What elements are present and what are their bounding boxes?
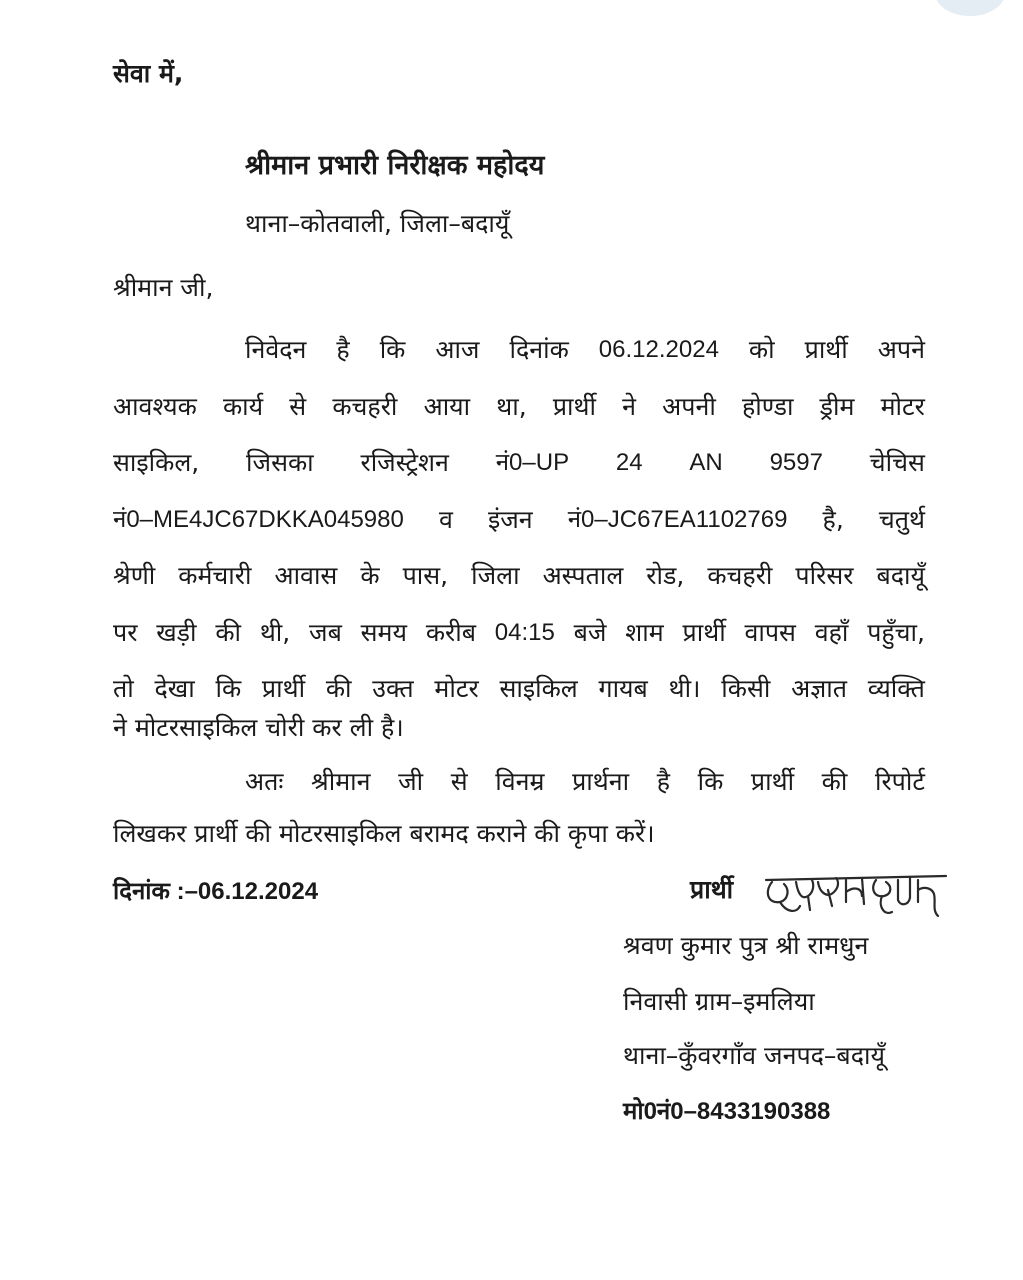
word: के [360,561,380,590]
word: आवश्यक [113,391,197,421]
word: की [325,674,352,703]
word: है [656,767,670,796]
word: AN [689,449,723,476]
word: प्रार्थी [804,335,848,364]
word: वहाँ [814,617,849,647]
word: दिनांक [509,335,569,364]
word: व [438,504,453,534]
para1-line [113,617,925,649]
word: साइकिल [499,674,578,703]
paragraph-1-last-line: ने मोटरसाइकिल चोरी कर ली है। [113,713,404,742]
word: को [748,335,775,364]
word: आया [423,391,471,421]
sender-mobile: मो0नं0–8433190388 [623,1098,831,1125]
word: 04:15 [494,618,555,646]
sender-village: निवासी ग्राम–इमलिया [623,987,815,1016]
paragraph-2-last-line: लिखकर प्रार्थी की मोटरसाइकिल बरामद कराने की कृपा करें। [113,819,655,848]
word: अस्पताल [542,561,624,590]
word: बजे [573,617,607,647]
word: नं0–JC67EA1102769 [567,505,788,533]
word: श्रेणी [113,561,156,590]
addressee-title: श्रीमान प्रभारी निरीक्षक महोदय [245,150,545,181]
word: प्रार्थी [261,674,306,703]
greeting: श्रीमान जी, [113,273,214,302]
word: 9597 [769,449,823,476]
word: पर [113,617,138,647]
word: आज [435,335,480,364]
word: कचहरी [707,561,773,590]
word: बदायूँ [876,561,925,590]
word: किसी [721,674,771,703]
sender-name: श्रवण कुमार पुत्र श्री रामधुन [623,931,869,960]
word: चेचिस [869,448,925,477]
word: गायब [598,674,648,703]
word: कचहरी [332,391,398,421]
word: अज्ञात [791,674,847,703]
word: कि [379,335,406,364]
handwritten-signature [762,866,952,922]
sender-district: थाना–कुँवरगाँव जनपद–बदायूँ [623,1041,885,1070]
word: इंजन [487,504,533,534]
word: जब [309,617,342,647]
word: से [450,767,468,796]
para1-line [113,504,925,536]
word: पहुँचा, [867,617,925,647]
word: जिसका [246,448,314,477]
word: मोटर [434,674,479,703]
word: अतः [245,767,284,796]
para1-line [113,447,925,479]
word: पास, [402,561,449,590]
para1-line [245,334,925,366]
word: कार्य [222,391,264,421]
word: कर्मचारी [178,561,252,590]
word: मोटर [880,391,925,421]
word: चतुर्थ [878,504,925,534]
word: आवास [274,561,338,590]
word: अपने [877,335,925,364]
corner-scan-mark [935,0,1005,16]
word: परिसर [795,561,854,590]
word: शाम [625,617,664,647]
word: थी, [259,617,291,647]
word: रोड, [646,561,685,590]
para1-line [113,391,925,423]
salutation-to: सेवा में, [113,59,184,88]
word: देखा [154,674,195,703]
word: प्रार्थी [750,767,795,796]
word: 06.12.2024 [598,336,719,363]
word: कि [215,674,242,703]
word: होण्डा [741,391,794,421]
word: प्रार्थी [552,391,596,421]
word: नं0–ME4JC67DKKA045980 [113,505,404,533]
addressee-station: थाना–कोतवाली, जिला–बदायूँ [245,209,510,238]
word: नं0–UP [495,449,570,476]
word: की [215,617,242,647]
word: साइकिल, [113,448,200,477]
word: जी [398,767,424,796]
word: प्रार्थी [682,617,726,647]
signature-drawing [762,866,952,922]
word: तो [113,674,134,703]
word: वापस [744,617,796,647]
word: ने [622,391,637,421]
word: 24 [615,449,643,476]
word: रजिस्ट्रेशन [360,448,449,477]
word: से [289,391,307,421]
word: खड़ी [156,617,197,647]
word: कि [697,767,724,796]
word: व्यक्ति [867,674,925,703]
word: है, [822,504,844,534]
word: विनम्र [495,767,545,796]
word: निवेदन [245,335,307,364]
para2-line [245,766,925,798]
para1-line [113,673,925,705]
word: है [336,335,350,364]
para1-line [113,560,925,592]
word: समय [360,617,408,647]
word: जिला [471,561,520,590]
applicant-label: प्रार्थी [690,875,734,904]
word: था, [496,391,527,421]
word: रिपोर्ट [874,767,925,796]
word: करीब [425,617,476,647]
word: थी। [668,674,701,703]
word: अपनी [662,391,716,421]
date-line: दिनांक :–06.12.2024 [113,878,319,905]
word: प्रार्थना [572,767,630,796]
word: उक्त [372,674,414,703]
word: श्रीमान [311,767,371,796]
word: की [821,767,848,796]
word: ड्रीम [819,391,855,421]
